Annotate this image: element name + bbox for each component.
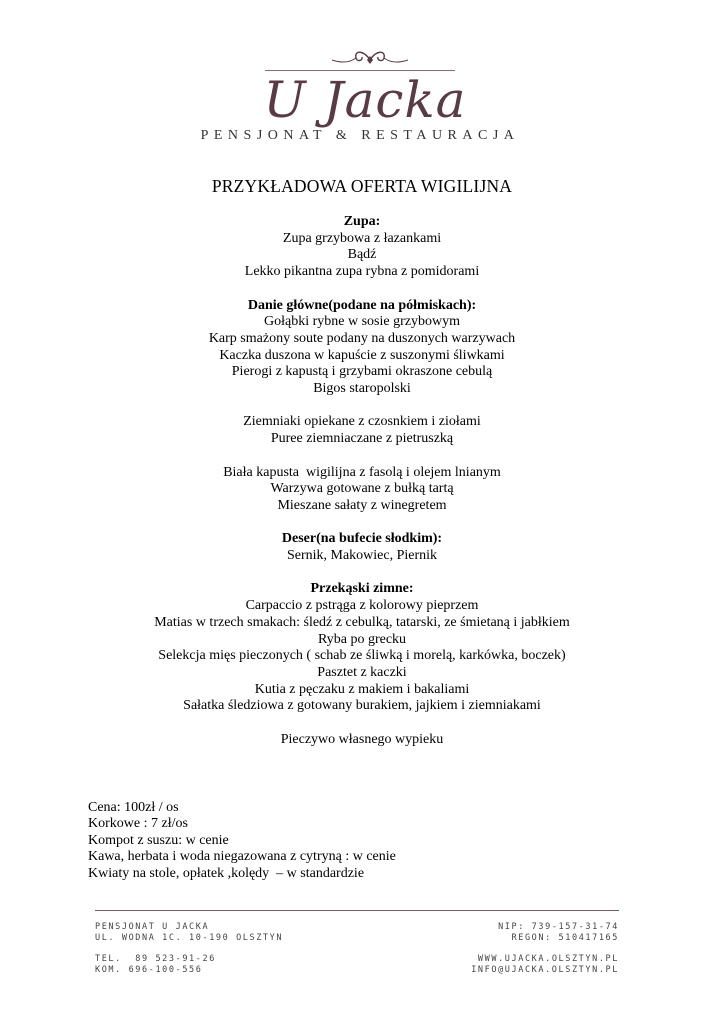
logo-script: U Jacka (263, 71, 467, 129)
menu-item: Sałatka śledziowa z gotowany burakiem, jajkiem i ziemniakami (183, 698, 541, 714)
flourish-ornament-icon (330, 46, 410, 68)
menu-item: Bigos staropolski (313, 381, 411, 397)
pricing-line: Kawa, herbata i woda niegazowana z cytryną : w cenie (88, 849, 396, 865)
pricing-line: Cena: 100zł / os (88, 800, 179, 815)
footer-address (95, 922, 283, 944)
footer-regon: REGON: 510417165 (511, 933, 619, 943)
menu-item: Selekcja mięs pieczonych ( schab ze śliwką i morelą, karkówka, boczek) (158, 648, 566, 664)
menu-item: Matias w trzech smakach: śledź z cebulką, tatarski, ze śmietaną i jabłkiem (154, 614, 570, 630)
menu-item: Kutia z pęczaku z makiem i bakaliami (254, 681, 470, 697)
footer-phones (95, 954, 216, 976)
page-title: PRZYKŁADOWA OFERTA WIGILIJNA (211, 176, 513, 196)
menu-item: Sernik, Makowiec, Piernik (286, 548, 438, 563)
bread-line: Pieczywo własnego wypieku (280, 731, 444, 747)
menu-item: Ryba po grecku (317, 631, 407, 647)
footer-website-link[interactable]: WWW.UJACKA.OLSZTYN.PL (477, 954, 619, 964)
menu-item: Biała kapusta wigilijna z fasolą i olejem lnianym (223, 464, 501, 480)
logo-tagline: PENSJONAT & RESTAURACJA (200, 128, 520, 143)
menu-item: Pierogi z kapustą i grzybami okraszone cebulą (231, 364, 493, 380)
footer-tel: TEL. 89 523-91-26 (95, 954, 216, 964)
footer-kom: KOM. 696-100-556 (95, 965, 203, 975)
pricing-line: Korkowe : 7 zł/os (88, 816, 188, 832)
menu-item: Lekko pikantna zupa rybna z pomidorami (244, 264, 480, 280)
logo (190, 40, 530, 160)
footer-name: PENSJONAT U JACKA (95, 922, 210, 932)
footer-divider (95, 910, 619, 911)
footer-registry (498, 922, 619, 944)
footer-nip: NIP: 739-157-31-74 (498, 922, 619, 932)
soup-heading: Zupa: (343, 214, 381, 229)
footer-email-link[interactable]: INFO@UJACKA.OLSZTYN.PL (471, 965, 619, 975)
menu-item: Carpaccio z pstrąga z kolorowy pieprzem (245, 598, 479, 614)
dessert-heading: Deser(na bufecie słodkim): (281, 531, 443, 547)
menu-item: Kaczka duszona w kapuście z suszonymi śliwkami (219, 347, 505, 363)
main-heading: Danie główne(podane na półmiskach): (247, 297, 477, 313)
menu-item: Mieszane sałaty z winegretem (277, 497, 447, 513)
menu (0, 214, 724, 748)
pricing-line: Kwiaty na stole, opłatek ,kolędy – w standardzie (88, 865, 365, 881)
menu-item: Ziemniaki opiekane z czosnkiem i ziołami (243, 414, 481, 430)
cold-heading: Przekąski zimne: (310, 581, 414, 597)
menu-item: Bądź (347, 247, 377, 263)
menu-item: Gołąbki rybne w sosie grzybowym (264, 314, 460, 330)
pricing-line: Kompot z suszu: w cenie (88, 832, 229, 848)
footer-contact (471, 954, 619, 976)
menu-item: Pasztet z kaczki (317, 664, 407, 680)
menu-item: Karp smażony soute podany na duszonych warzywach (208, 330, 516, 346)
footer-street: UL. WODNA 1C. 10-190 OLSZTYN (95, 933, 284, 943)
menu-item: Zupa grzybowa z łazankami (282, 230, 442, 246)
pricing (88, 800, 396, 882)
menu-item: Warzywa gotowane z bułką tartą (270, 481, 454, 497)
menu-item: Puree ziemniaczane z pietruszką (270, 431, 454, 447)
